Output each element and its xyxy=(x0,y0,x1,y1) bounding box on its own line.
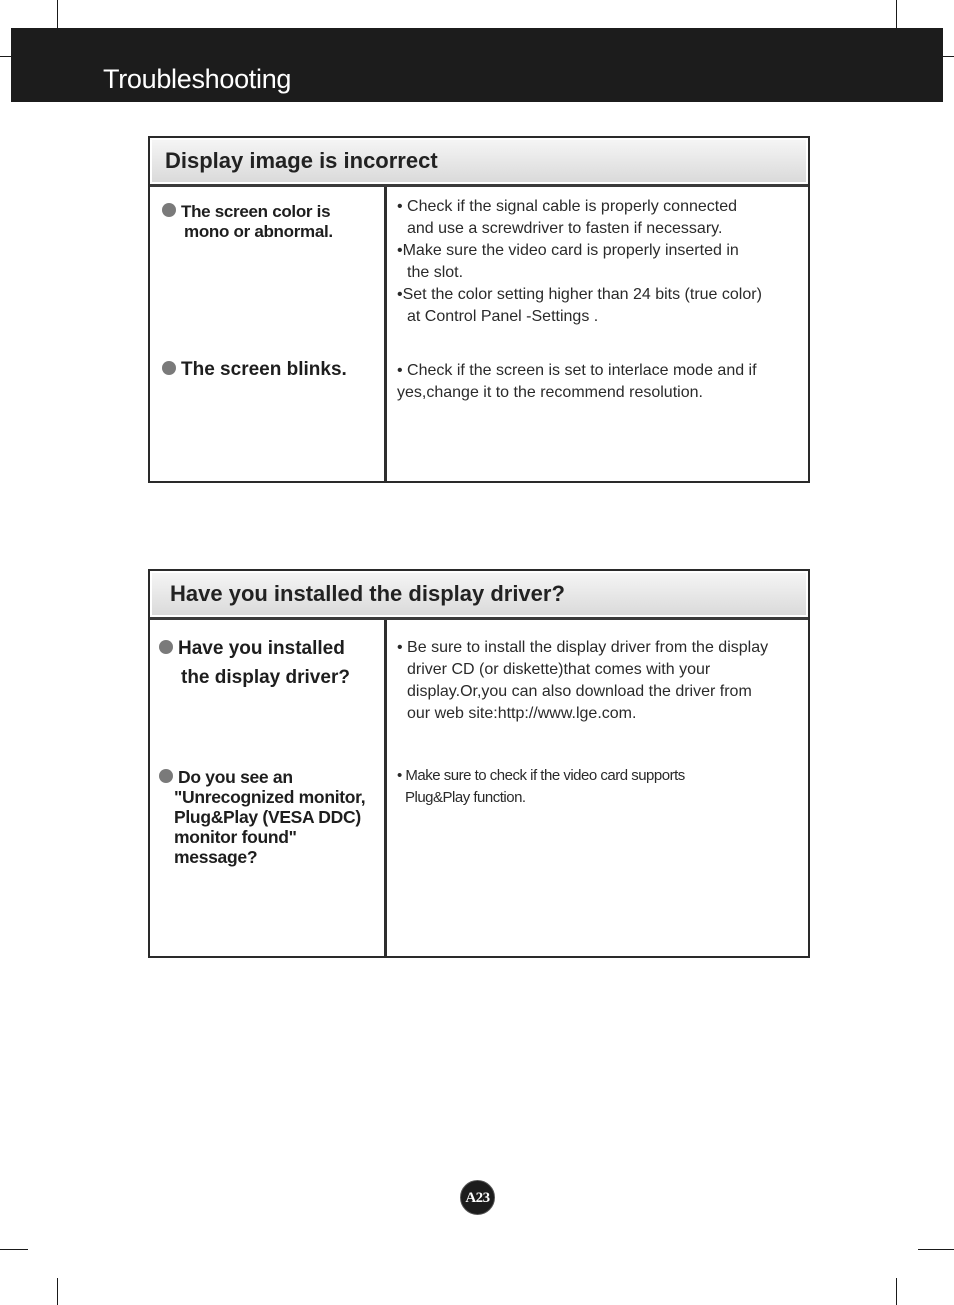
answer-line: • Check if the signal cable is properly connected xyxy=(397,198,738,215)
bullet-icon xyxy=(159,640,173,654)
bullet-icon xyxy=(162,361,176,375)
question-text: "Unrecognized monitor, xyxy=(174,787,366,807)
question-text: Have you installed xyxy=(178,638,345,659)
question-text: mono or abnormal. xyxy=(184,222,333,241)
answer-line: and use a screwdriver to fasten if necessary. xyxy=(407,220,723,237)
question-text: the display driver? xyxy=(181,667,350,688)
page-number-badge: A23 xyxy=(460,1180,495,1215)
question-text: The screen blinks. xyxy=(181,359,347,380)
crop-mark xyxy=(57,1278,58,1305)
answer-line: driver CD (or diskette)that comes with your xyxy=(407,661,711,678)
question-item xyxy=(162,359,347,381)
question-text: message? xyxy=(174,847,258,867)
answer-line: • Be sure to install the display driver from the display xyxy=(397,639,769,656)
bullet-icon xyxy=(159,769,173,783)
crop-mark xyxy=(0,1249,28,1250)
answer-line: our web site:http://www.lge.com. xyxy=(407,705,637,722)
section-display-image xyxy=(148,136,810,483)
question-text: monitor found" xyxy=(174,827,297,847)
question-text: Plug&Play (VESA DDC) xyxy=(174,807,361,827)
column-divider xyxy=(384,620,387,956)
answer-line: display.Or,you can also download the driver from xyxy=(407,683,752,700)
answer-line: at Control Panel -Settings . xyxy=(407,308,599,325)
answer-line: •Make sure the video card is properly inserted in xyxy=(397,242,739,259)
answer-line: • Check if the screen is set to interlace mode and if xyxy=(397,362,757,379)
answer-text xyxy=(397,360,757,404)
section-title: Display image is incorrect xyxy=(165,148,438,173)
question-item xyxy=(162,202,333,242)
answer-text xyxy=(397,196,762,328)
question-item xyxy=(159,767,365,867)
section-display-driver xyxy=(148,569,810,958)
page-title: Troubleshooting xyxy=(103,64,292,94)
bullet-icon xyxy=(162,203,176,217)
crop-mark xyxy=(57,0,58,28)
crop-mark xyxy=(896,0,897,28)
section-header xyxy=(150,571,808,620)
answer-text xyxy=(397,637,768,725)
crop-mark xyxy=(918,1249,954,1250)
column-divider xyxy=(384,187,387,481)
crop-mark xyxy=(0,56,11,57)
section-header xyxy=(150,138,808,187)
answer-line: the slot. xyxy=(407,264,464,281)
question-text: Do you see an xyxy=(178,767,293,787)
section-title: Have you installed the display driver? xyxy=(170,581,565,606)
answer-line: Plug&Play function. xyxy=(405,789,526,806)
crop-mark xyxy=(896,1278,897,1305)
answer-line: yes,change it to the recommend resolution. xyxy=(397,384,703,401)
crop-mark xyxy=(943,56,954,57)
answer-line: • Make sure to check if the video card supports xyxy=(397,767,685,784)
answer-text xyxy=(397,765,685,809)
question-item xyxy=(159,634,350,692)
answer-line: •Set the color setting higher than 24 bits (true color) xyxy=(397,286,762,303)
question-text: The screen color is xyxy=(181,202,331,221)
